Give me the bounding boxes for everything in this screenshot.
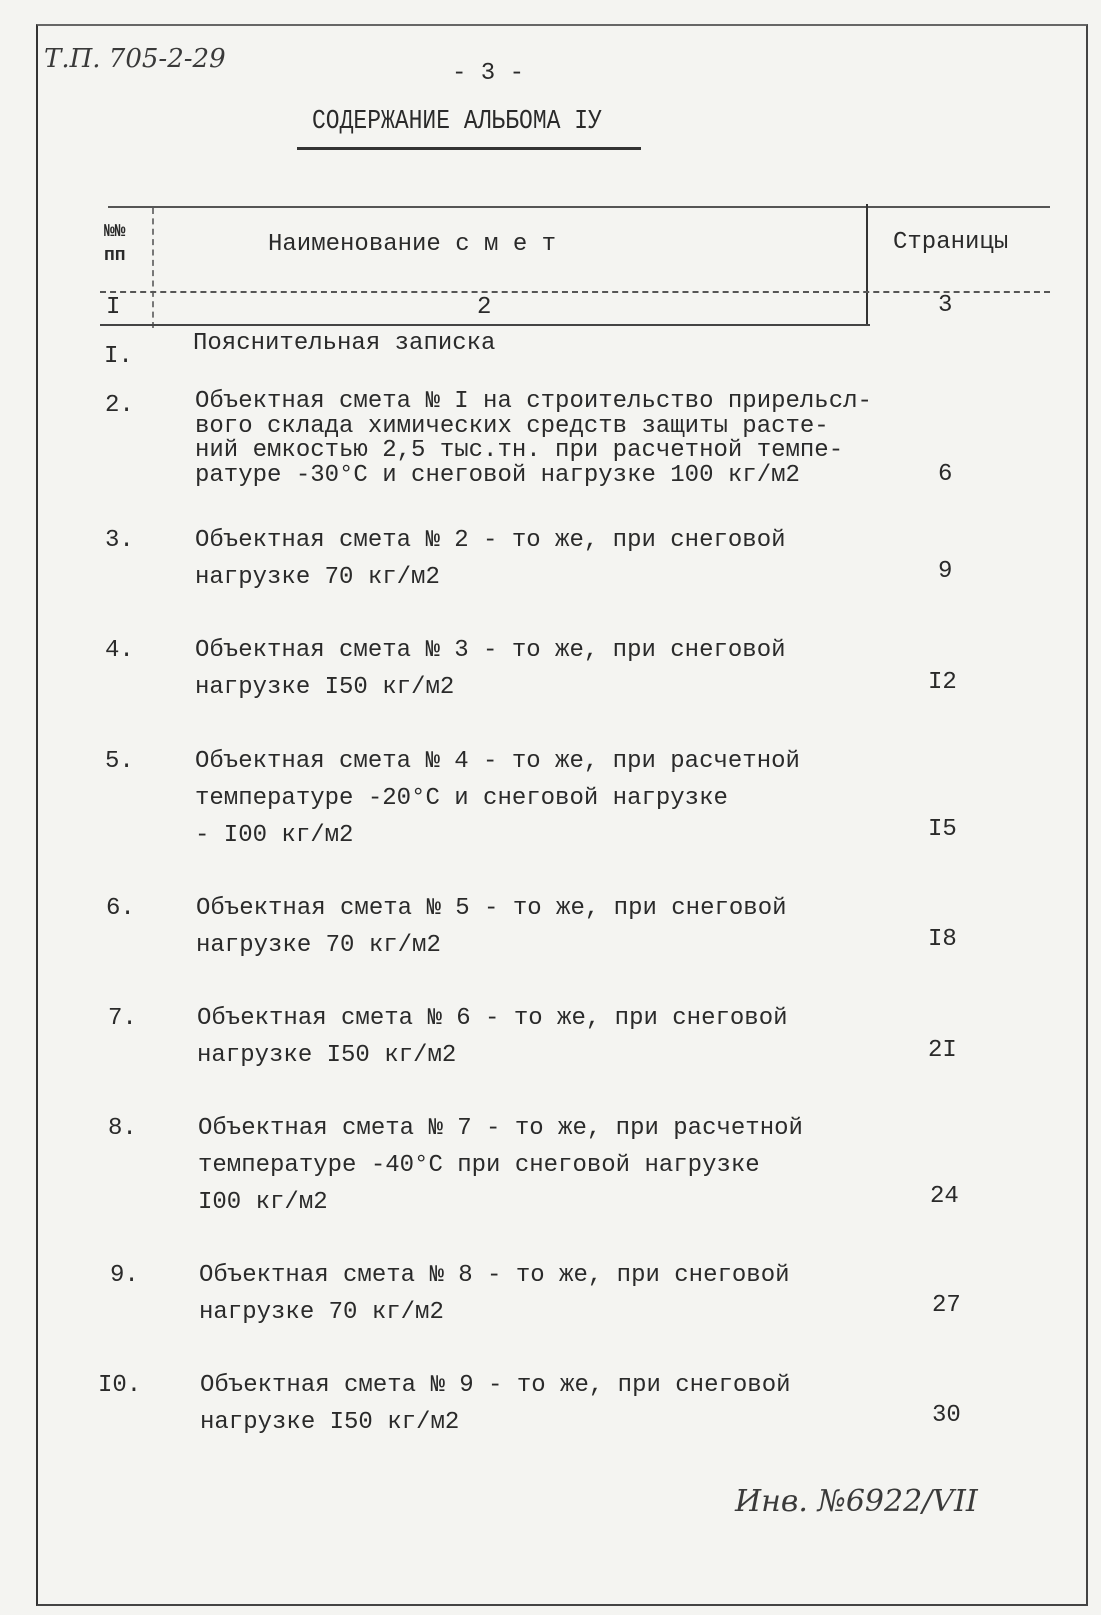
item-title-line: Объектная смета № 5 - то же, при снеговой xyxy=(196,895,787,922)
header-number-label: пп xyxy=(104,246,126,266)
item-title-line: ратуре -30°С и снеговой нагрузке 100 кг/м2 xyxy=(195,461,800,489)
header-number-col xyxy=(104,220,126,268)
column-number-1: I xyxy=(106,294,121,321)
document-code: Т.П. 705-2-29 xyxy=(44,44,226,74)
item-page: I5 xyxy=(928,816,957,843)
column-number-2: 2 xyxy=(477,294,492,321)
header-pages-col: Страницы xyxy=(893,229,1009,256)
item-title-line: вого склада химических средств защиты расте- xyxy=(195,412,829,440)
item-page: 2I xyxy=(928,1037,957,1064)
item-title xyxy=(200,1367,791,1441)
item-title-line: Пояснительная записка xyxy=(193,330,496,357)
item-title xyxy=(193,325,495,362)
header-name-col: Наименование с м е т xyxy=(268,231,557,258)
item-title-line: температуре -40°С при снеговой нагрузке xyxy=(198,1152,760,1179)
item-number: 3. xyxy=(105,527,134,554)
title-underline xyxy=(297,147,641,150)
item-number: 7. xyxy=(108,1005,137,1032)
item-page: 30 xyxy=(932,1402,961,1429)
item-title xyxy=(195,743,800,854)
item-title xyxy=(199,1257,790,1331)
item-title xyxy=(197,1000,788,1074)
item-page: I8 xyxy=(928,926,957,953)
item-title xyxy=(195,632,786,706)
header-number-label: №№ xyxy=(104,222,126,242)
item-title-line: Объектная смета № 8 - то же, при снеговой xyxy=(199,1262,790,1289)
item-number: 8. xyxy=(108,1115,137,1142)
column-divider xyxy=(866,204,868,324)
column-number-3: 3 xyxy=(938,292,953,319)
item-title-line: Объектная смета № 6 - то же, при снеговой xyxy=(197,1005,788,1032)
item-number: 4. xyxy=(105,637,134,664)
page-number: - 3 - xyxy=(452,60,525,87)
item-page: 6 xyxy=(938,461,953,488)
item-title-line: нагрузке I50 кг/м2 xyxy=(200,1409,460,1436)
item-title xyxy=(196,890,787,964)
item-title xyxy=(195,522,786,596)
item-title-line: Объектная смета № 3 - то же, при снеговой xyxy=(195,637,786,664)
header-divider xyxy=(100,291,1050,293)
item-title-line: I00 кг/м2 xyxy=(198,1189,328,1216)
item-number: I. xyxy=(104,343,133,370)
item-page: 27 xyxy=(932,1292,961,1319)
item-number: 9. xyxy=(110,1262,139,1289)
page-title: СОДЕРЖАНИЕ АЛЬБОМА IУ xyxy=(312,106,602,136)
item-title-line: ний емкостью 2,5 тыс.тн. при расчетной темпе- xyxy=(195,437,844,464)
item-title-line: Объектная смета № 7 - то же, при расчетной xyxy=(198,1115,803,1142)
item-page: 9 xyxy=(938,558,953,585)
table-top-border xyxy=(108,206,1050,208)
item-title-line: нагрузке I50 кг/м2 xyxy=(195,674,455,701)
column-divider xyxy=(152,208,154,328)
item-title-line: нагрузке I50 кг/м2 xyxy=(197,1042,457,1069)
item-title-line: Объектная смета № 2 - то же, при снеговой xyxy=(195,527,786,554)
item-title xyxy=(195,390,872,488)
item-title-line: Объектная смета № I на строительство прирельсл- xyxy=(195,388,872,415)
item-page: I2 xyxy=(928,669,957,696)
item-title-line: нагрузке 70 кг/м2 xyxy=(199,1299,444,1326)
item-number: 6. xyxy=(106,895,135,922)
item-number: 2. xyxy=(105,392,134,419)
item-title-line: - I00 кг/м2 xyxy=(195,822,354,849)
item-title-line: Объектная смета № 4 - то же, при расчетной xyxy=(195,748,800,775)
item-number: 5. xyxy=(105,748,134,775)
item-number: I0. xyxy=(98,1372,142,1399)
item-page: 24 xyxy=(930,1183,959,1210)
item-title-line: нагрузке 70 кг/м2 xyxy=(196,932,441,959)
item-title xyxy=(198,1110,803,1221)
item-title-line: Объектная смета № 9 - то же, при снеговой xyxy=(200,1372,791,1399)
inventory-note: Инв. №6922/VII xyxy=(735,1484,978,1519)
item-title-line: нагрузке 70 кг/м2 xyxy=(195,564,440,591)
item-title-line: температуре -20°С и снеговой нагрузке xyxy=(195,785,728,812)
